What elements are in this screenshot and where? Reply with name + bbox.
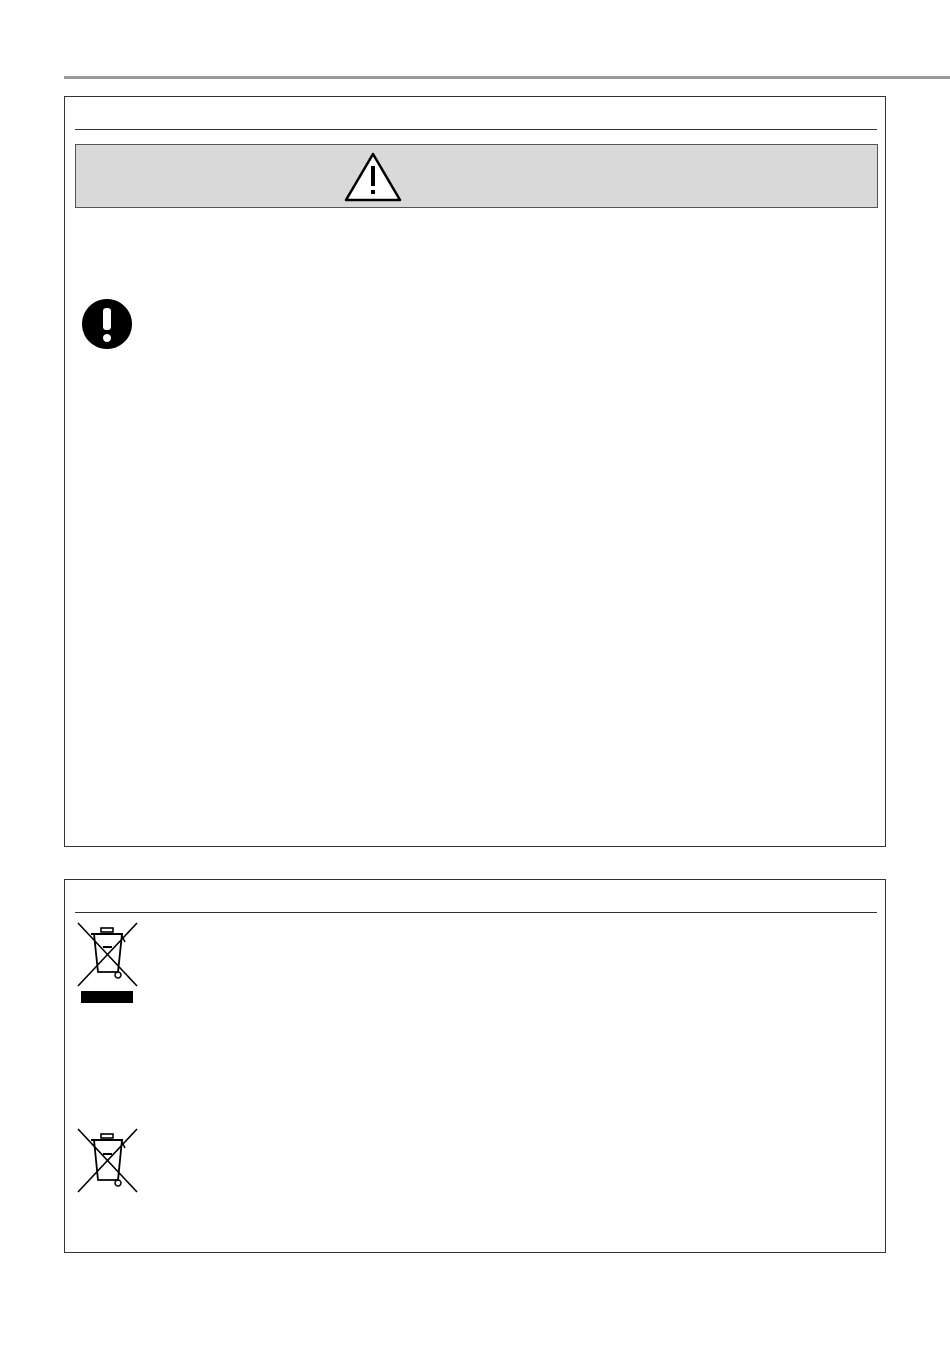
safety-panel xyxy=(64,96,886,847)
disposal-panel xyxy=(64,879,886,1253)
crossed-out-bin-icon xyxy=(75,922,141,1005)
crossed-out-bin-battery-icon xyxy=(75,1128,141,1195)
warning-bar xyxy=(75,144,878,208)
disposal-panel-title xyxy=(77,892,875,910)
disposal-panel-divider xyxy=(75,912,877,913)
safety-panel-title xyxy=(77,109,875,127)
top-rule xyxy=(64,76,950,79)
warning-triangle-icon xyxy=(343,151,403,203)
mandatory-action-icon xyxy=(81,298,133,350)
safety-panel-divider xyxy=(75,129,877,130)
